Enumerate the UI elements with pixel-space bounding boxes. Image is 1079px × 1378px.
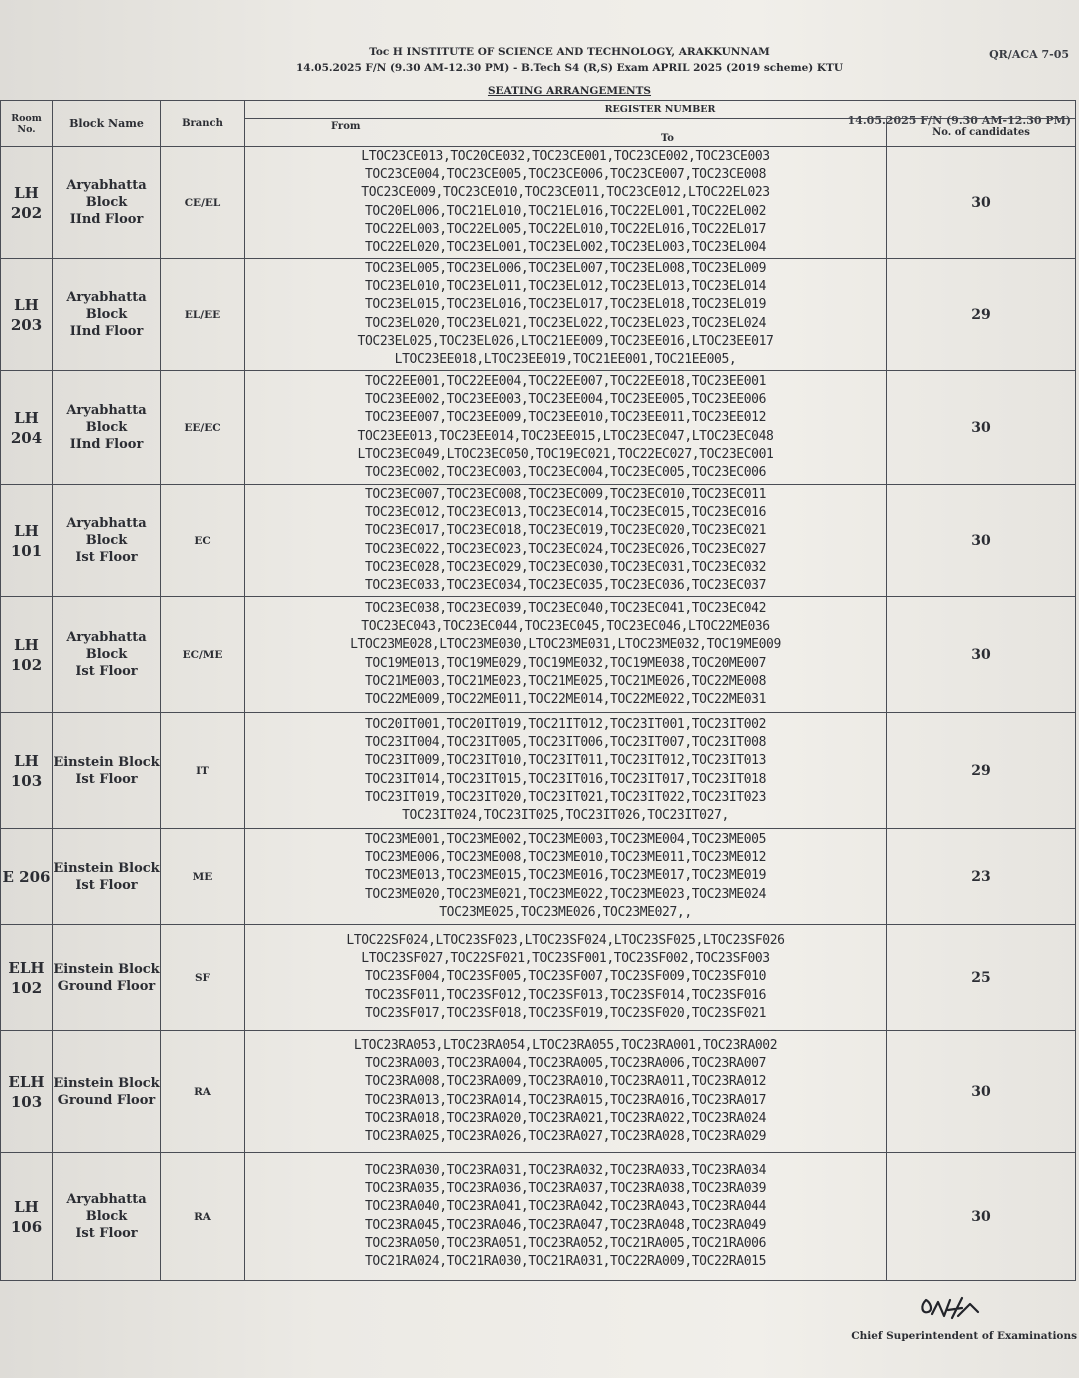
document-title: SEATING ARRANGEMENTS [487, 85, 652, 97]
register-numbers-cell [245, 713, 887, 829]
branch-cell: EL/EE [161, 259, 245, 371]
room-number: E 206 [2, 867, 51, 886]
register-numbers-cell [245, 1031, 887, 1153]
table-row [1, 1153, 1076, 1281]
block-name: Block [85, 420, 128, 435]
register-number-line: TOC23CE004,TOC23CE005,TOC23CE006,TOC23CE007,TOC23CE008 [364, 167, 767, 183]
col-header-from: From [331, 121, 361, 132]
branch-cell: EC [161, 485, 245, 597]
block-name: IInd Floor [69, 212, 144, 227]
table-row [1, 1031, 1076, 1153]
room-number: 203 [10, 315, 43, 334]
block-name: IInd Floor [69, 324, 144, 339]
block-name: IInd Floor [69, 437, 144, 452]
register-number-line: TOC23EC002,TOC23EC003,TOC23EC004,TOC23EC005,TOC23EC006 [364, 464, 767, 480]
register-number-line: TOC23EE002,TOC23EE003,TOC23EE004,TOC23EE005,TOC23EE006 [364, 392, 767, 408]
register-number-line: TOC23EC007,TOC23EC008,TOC23EC009,TOC23EC010,TOC23EC011 [364, 486, 767, 502]
register-number-line: LTOC23RA053,LTOC23RA054,LTOC23RA055,TOC23RA001,TOC23RA002 [353, 1037, 778, 1053]
register-number-line: LTOC23EE018,LTOC23EE019,TOC21EE001,TOC21EE005, [394, 351, 737, 367]
table-row [1, 147, 1076, 259]
candidate-count: 30 [887, 485, 1076, 597]
register-number-line: TOC23IT019,TOC23IT020,TOC23IT021,TOC23IT022,TOC23IT023 [364, 789, 767, 805]
room-number: 102 [10, 655, 43, 674]
block-name: Einstein Block [53, 860, 160, 876]
room-number: LH [14, 751, 39, 770]
block-cell [53, 485, 161, 597]
candidate-count: 23 [887, 829, 1076, 925]
register-numbers-cell [245, 259, 887, 371]
register-number-line: TOC23RA030,TOC23RA031,TOC23RA032,TOC23RA033,TOC23RA034 [364, 1162, 767, 1178]
register-number-line: TOC23EC043,TOC23EC044,TOC23EC045,TOC23EC046,LTOC22ME036 [361, 619, 770, 635]
register-number-line: TOC23RA050,TOC23RA051,TOC23RA052,TOC21RA005,TOC21RA006 [364, 1235, 767, 1251]
block-cell [53, 259, 161, 371]
table-row [1, 371, 1076, 485]
room-number: 202 [10, 203, 43, 222]
col-header-room: Room No. [1, 101, 53, 147]
room-cell [1, 1031, 53, 1153]
col-header-block: Block Name [53, 101, 161, 147]
register-number-line: TOC23RA018,TOC23RA020,TOC23RA021,TOC23RA022,TOC23RA024 [364, 1110, 767, 1126]
room-cell [1, 1153, 53, 1281]
room-cell [1, 829, 53, 925]
block-name: Aryabhatta [66, 516, 147, 531]
register-number-line: TOC23RA008,TOC23RA009,TOC23RA010,TOC23RA011,TOC23RA012 [364, 1074, 767, 1090]
register-number-line: TOC23RA035,TOC23RA036,TOC23RA037,TOC23RA038,TOC23RA039 [364, 1181, 767, 1197]
register-number-line: TOC23SF017,TOC23SF018,TOC23SF019,TOC23SF020,TOC23SF021 [364, 1005, 767, 1021]
register-number-line: TOC20IT001,TOC20IT019,TOC21IT012,TOC23IT001,TOC23IT002 [364, 716, 767, 732]
room-cell [1, 713, 53, 829]
register-number-line: TOC21RA024,TOC21RA030,TOC21RA031,TOC22RA009,TOC22RA015 [364, 1253, 767, 1269]
candidate-count: 29 [887, 713, 1076, 829]
register-number-line: TOC23ME013,TOC23ME015,TOC23ME016,TOC23ME017,TOC23ME019 [364, 868, 767, 884]
register-number-line: TOC22EE001,TOC22EE004,TOC22EE007,TOC22EE018,TOC23EE001 [364, 373, 767, 389]
register-number-line: TOC23RA003,TOC23RA004,TOC23RA005,TOC23RA006,TOC23RA007 [364, 1056, 767, 1072]
room-cell [1, 147, 53, 259]
register-number-line: TOC23IT024,TOC23IT025,TOC23IT026,TOC23IT027, [402, 807, 729, 823]
register-numbers-cell [245, 829, 887, 925]
register-number-line: TOC23ME006,TOC23ME008,TOC23ME010,TOC23ME011,TOC23ME012 [364, 850, 767, 866]
block-name: Ground Floor [57, 978, 156, 994]
register-number-line: TOC23EC038,TOC23EC039,TOC23EC040,TOC23EC041,TOC23EC042 [364, 600, 767, 616]
block-cell [53, 1031, 161, 1153]
register-number-line: TOC23IT004,TOC23IT005,TOC23IT006,TOC23IT007,TOC23IT008 [364, 735, 767, 751]
col-header-to: To [661, 133, 674, 144]
register-number-line: TOC23RA025,TOC23RA026,TOC23RA027,TOC23RA028,TOC23RA029 [364, 1128, 767, 1144]
table-row [1, 485, 1076, 597]
branch-cell: RA [161, 1031, 245, 1153]
exam-details: 14.05.2025 F/N (9.30 AM-12.30 PM) - B.Tech S4 (R,S) Exam APRIL 2025 (2019 scheme) KTU [296, 62, 843, 74]
register-numbers-cell [245, 147, 887, 259]
room-number: 106 [10, 1217, 43, 1236]
register-number-line: TOC23RA013,TOC23RA014,TOC23RA015,TOC23RA016,TOC23RA017 [364, 1092, 767, 1108]
form-code: QR/ACA 7-05 [989, 48, 1069, 61]
candidate-count: 30 [887, 1153, 1076, 1281]
room-number: LH [14, 408, 39, 427]
table-row [1, 829, 1076, 925]
register-number-line: LTOC23SF027,TOC22SF021,TOC23SF001,TOC23SF002,TOC23SF003 [361, 951, 770, 967]
block-name: Ist Floor [75, 664, 138, 679]
register-number-line: TOC23EL005,TOC23EL006,TOC23EL007,TOC23EL008,TOC23EL009 [364, 260, 767, 276]
register-number-line: TOC23RA045,TOC23RA046,TOC23RA047,TOC23RA048,TOC23RA049 [364, 1217, 767, 1233]
register-number-line: TOC23EL025,TOC23EL026,LTOC21EE009,TOC23EE016,LTOC23EE017 [357, 333, 774, 349]
branch-cell: IT [161, 713, 245, 829]
col-header-branch: Branch [161, 101, 245, 147]
block-name: Ist Floor [75, 771, 138, 787]
branch-cell: CE/EL [161, 147, 245, 259]
register-number-line: LTOC23EC049,LTOC23EC050,TOC19EC021,TOC22EC027,TOC23EC001 [357, 446, 774, 462]
room-cell [1, 259, 53, 371]
register-numbers-cell [245, 925, 887, 1031]
seating-table-body [1, 147, 1076, 1281]
room-number: ELH [8, 1072, 45, 1091]
register-number-line: TOC23SF011,TOC23SF012,TOC23SF013,TOC23SF014,TOC23SF016 [364, 987, 767, 1003]
table-row [1, 925, 1076, 1031]
institute-name: Toc H INSTITUTE OF SCIENCE AND TECHNOLOGY, ARAKKUNNAM [369, 46, 770, 58]
register-number-line: TOC23EL010,TOC23EL011,TOC23EL012,TOC23EL013,TOC23EL014 [364, 279, 767, 295]
branch-cell: RA [161, 1153, 245, 1281]
register-number-line: TOC23EC012,TOC23EC013,TOC23EC014,TOC23EC015,TOC23EC016 [364, 505, 767, 521]
branch-cell: EE/EC [161, 371, 245, 485]
register-number-line: TOC23EL015,TOC23EL016,TOC23EL017,TOC23EL018,TOC23EL019 [364, 297, 767, 313]
room-cell [1, 371, 53, 485]
register-number-line: TOC22EL003,TOC22EL005,TOC22EL010,TOC22EL016,TOC22EL017 [364, 221, 767, 237]
register-numbers-cell [245, 597, 887, 713]
register-number-line: TOC20EL006,TOC21EL010,TOC21EL016,TOC22EL001,TOC22EL002 [364, 203, 767, 219]
block-name: Block [85, 533, 128, 548]
block-name: Ground Floor [57, 1092, 156, 1108]
room-number: LH [14, 635, 39, 654]
branch-cell: EC/ME [161, 597, 245, 713]
block-name: Aryabhatta [66, 1192, 147, 1207]
block-name: Einstein Block [53, 961, 160, 977]
table-row [1, 713, 1076, 829]
block-name: Einstein Block [53, 1075, 160, 1091]
col-header-register: REGISTER NUMBER [245, 101, 1076, 119]
branch-cell: ME [161, 829, 245, 925]
block-name: Einstein Block [53, 754, 160, 770]
table-row [1, 597, 1076, 713]
room-cell [1, 485, 53, 597]
register-number-line: TOC23ME001,TOC23ME002,TOC23ME003,TOC23ME004,TOC23ME005 [364, 831, 767, 847]
room-number: LH [14, 521, 39, 540]
register-number-line: LTOC23ME028,LTOC23ME030,LTOC23ME031,LTOC23ME032,TOC19ME009 [350, 637, 781, 653]
register-number-line: TOC23IT009,TOC23IT010,TOC23IT011,TOC23IT012,TOC23IT013 [364, 753, 767, 769]
room-number: 103 [10, 771, 43, 790]
block-cell [53, 829, 161, 925]
block-name: Ist Floor [75, 1226, 138, 1241]
block-name: Block [85, 647, 128, 662]
candidate-count: 30 [887, 371, 1076, 485]
branch-cell: SF [161, 925, 245, 1031]
register-number-line: TOC23EE007,TOC23EE009,TOC23EE010,TOC23EE011,TOC23EE012 [364, 410, 767, 426]
register-number-line: TOC23ME025,TOC23ME026,TOC23ME027,, [439, 904, 692, 920]
register-number-line: TOC19ME013,TOC19ME029,TOC19ME032,TOC19ME038,TOC20ME007 [364, 655, 767, 671]
block-name: Block [85, 307, 128, 322]
candidate-count: 29 [887, 259, 1076, 371]
candidate-count: 30 [887, 147, 1076, 259]
room-number: 101 [10, 541, 43, 560]
register-numbers-cell [245, 1153, 887, 1281]
block-name: Ist Floor [75, 550, 138, 565]
block-name: Aryabhatta [66, 178, 147, 193]
candidate-count: 30 [887, 597, 1076, 713]
block-name: Ist Floor [75, 877, 138, 893]
register-numbers-cell [245, 371, 887, 485]
register-number-line: TOC22ME009,TOC22ME011,TOC22ME014,TOC22ME022,TOC22ME031 [364, 691, 767, 707]
register-number-line: LTOC22SF024,LTOC23SF023,LTOC23SF024,LTOC23SF025,LTOC23SF026 [346, 932, 785, 948]
register-number-line: TOC23EC022,TOC23EC023,TOC23EC024,TOC23EC026,TOC23EC027 [364, 541, 767, 557]
register-number-line: TOC23CE009,TOC23CE010,TOC23CE011,TOC23CE012,LTOC22EL023 [361, 185, 770, 201]
register-number-line: TOC23ME020,TOC23ME021,TOC23ME022,TOC23ME023,TOC23ME024 [364, 886, 767, 902]
candidate-count: 25 [887, 925, 1076, 1031]
col-header-count: No. of candidates [887, 119, 1076, 147]
block-name: Block [85, 195, 128, 210]
room-cell [1, 925, 53, 1031]
seating-table [0, 100, 1076, 1281]
room-number: LH [14, 1197, 39, 1216]
register-number-line: LTOC23CE013,TOC20CE032,TOC23CE001,TOC23CE002,TOC23CE003 [361, 148, 770, 164]
candidate-count: 30 [887, 1031, 1076, 1153]
room-cell [1, 597, 53, 713]
register-number-line: TOC23EC028,TOC23EC029,TOC23EC030,TOC23EC031,TOC23EC032 [364, 559, 767, 575]
room-number: LH [14, 295, 39, 314]
register-numbers-cell [245, 485, 887, 597]
register-number-line: TOC23EE013,TOC23EE014,TOC23EE015,LTOC23EC047,LTOC23EC048 [357, 428, 774, 444]
room-number: 204 [10, 428, 43, 447]
room-number: LH [14, 183, 39, 202]
session-label: 14.05.2025 F/N (9.30 AM-12.30 PM) [847, 114, 1071, 127]
signature-role: Chief Superintendent of Examinations [851, 1330, 1077, 1342]
block-cell [53, 371, 161, 485]
register-number-line: TOC23RA040,TOC23RA041,TOC23RA042,TOC23RA043,TOC23RA044 [364, 1199, 767, 1215]
register-number-line: TOC23IT014,TOC23IT015,TOC23IT016,TOC23IT017,TOC23IT018 [364, 771, 767, 787]
block-name: Aryabhatta [66, 290, 147, 305]
block-cell [53, 147, 161, 259]
block-cell [53, 1153, 161, 1281]
register-number-line: TOC21ME003,TOC21ME023,TOC21ME025,TOC21ME026,TOC22ME008 [364, 673, 767, 689]
register-number-line: TOC22EL020,TOC23EL001,TOC23EL002,TOC23EL003,TOC23EL004 [364, 239, 767, 255]
block-name: Aryabhatta [66, 630, 147, 645]
room-number: ELH [8, 958, 45, 977]
block-cell [53, 597, 161, 713]
block-cell [53, 713, 161, 829]
block-name: Aryabhatta [66, 403, 147, 418]
block-name: Block [85, 1209, 128, 1224]
block-cell [53, 925, 161, 1031]
register-number-line: TOC23EC017,TOC23EC018,TOC23EC019,TOC23EC020,TOC23EC021 [364, 523, 767, 539]
col-header-from-to [245, 119, 887, 147]
room-number: 102 [10, 978, 43, 997]
register-number-line: TOC23EC033,TOC23EC034,TOC23EC035,TOC23EC036,TOC23EC037 [364, 577, 767, 593]
table-row [1, 259, 1076, 371]
signature-mark [918, 1292, 988, 1326]
register-number-line: TOC23SF004,TOC23SF005,TOC23SF007,TOC23SF009,TOC23SF010 [364, 969, 767, 985]
register-number-line: TOC23EL020,TOC23EL021,TOC23EL022,TOC23EL023,TOC23EL024 [364, 315, 767, 331]
room-number: 103 [10, 1092, 43, 1111]
